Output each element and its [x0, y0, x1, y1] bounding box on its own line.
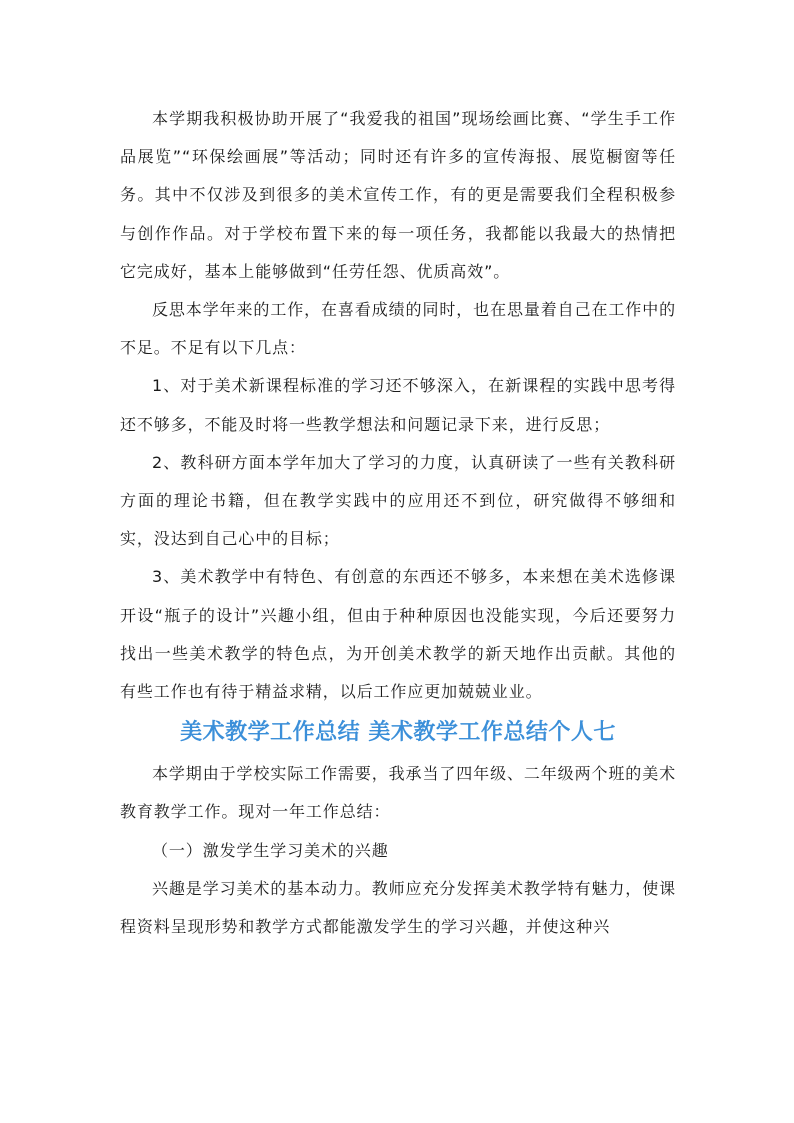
- subsection-heading: （一）激发学生学习美术的兴趣: [152, 840, 389, 860]
- paragraph-intro: 本学期由于学校实际工作需要，我承当了四年级、二年级两个班的美术教育教学工作。现对一年工作总结：: [120, 764, 676, 822]
- paragraph-shortcoming-3: 3、美术教学中有特色、有创意的东西还不够多，本来想在美术选修课开设“瓶子的设计”兴趣小组，但由于种种原因也没能实现，今后还要努力找出一些美术教学的特色点，为开创美术教学的新天地作出贡献。其他的有些工作也有待于精益求精，以后工作应更加兢兢业业。: [120, 567, 676, 702]
- paragraph-reflection: 反思本学年来的工作，在喜看成绩的同时，也在思量着自己在工作中的不足。不足有以下几点：: [120, 300, 676, 358]
- document-body: [120, 100, 676, 946]
- paragraph-shortcoming-2: 2、教科研方面本学年加大了学习的力度，认真研读了一些有关教科研方面的理论书籍，但在教学实践中的应用还不到位，研究做得不够细和实，没达到自己心中的目标；: [120, 452, 676, 549]
- paragraph-interest: 兴趣是学习美术的基本动力。教师应充分发挥美术教学特有魅力，使课程资料呈现形势和教学方式都能激发学生的学习兴趣，并使这种兴: [120, 878, 676, 937]
- paragraph-activities: 本学期我积极协助开展了“我爱我的祖国”现场绘画比赛、“学生手工作品展览”“环保绘画展”等活动；同时还有许多的宣传海报、展览橱窗等任务。其中不仅涉及到很多的美术宣传工作，有的更是需要我们全程积极参与创作作品。对于学校布置下来的每一项任务，我都能以我最大的热情把它完成好，基本上能够做到“任劳任怨、优质高效”。: [120, 109, 676, 281]
- paragraph-shortcoming-1: 1、对于美术新课程标准的学习还不够深入，在新课程的实践中思考得还不够多，不能及时将一些教学想法和问题记录下来，进行反思；: [120, 376, 676, 434]
- section-heading: 美术教学工作总结 美术教学工作总结个人七: [180, 720, 616, 746]
